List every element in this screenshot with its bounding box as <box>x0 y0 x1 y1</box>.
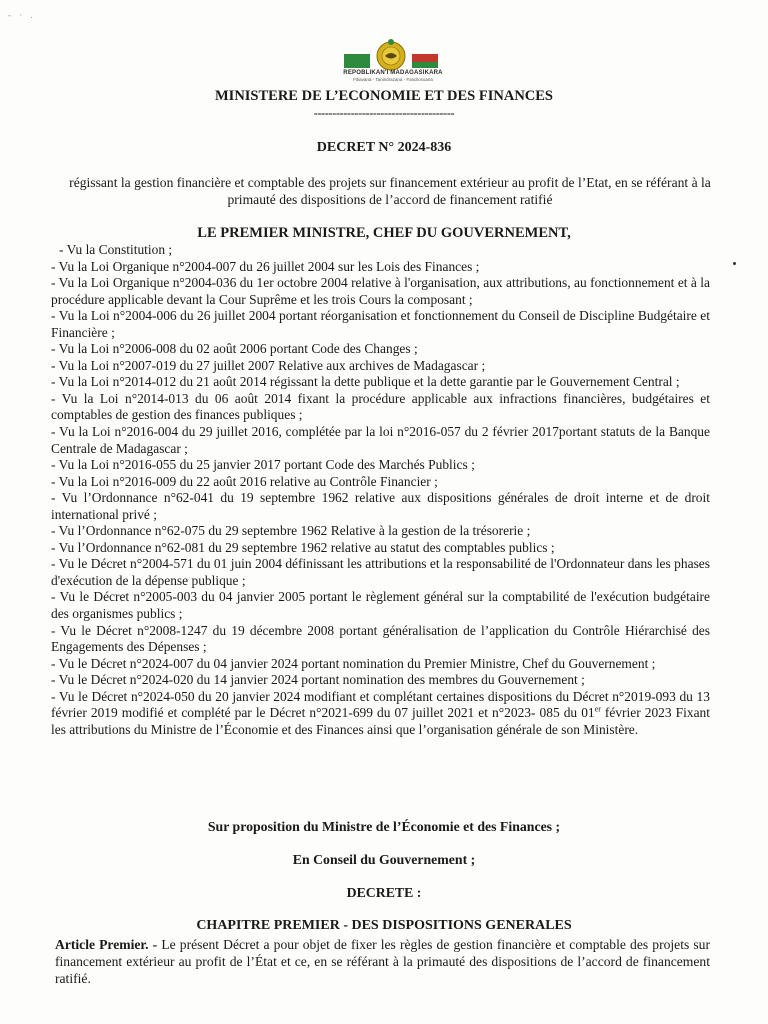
decrete-heading: DECRETE : <box>346 885 422 900</box>
decree-subject: régissant la gestion financière et comptable des projets sur financement extérieur au profit de l’Etat, en se référant à la primauté des dispositions de l’accord de financement ratifié <box>69 175 711 207</box>
visa-item: - Vu la Loi Organique n°2004-036 du 1er octobre 2004 relative à l'organisation, aux attributions, au fonctionnement et à la procédure applicable devant la Cour Suprême et les trois Cours la composant ; <box>51 275 710 307</box>
visa-item: - Vu le Décret n°2004-571 du 01 juin 2004 définissant les attributions et la responsabilité de l'Ordonnateur dans les phases d'exécution de la dépense publique ; <box>51 556 710 588</box>
decree-number: DECRET N° 2024-836 <box>316 140 452 155</box>
visa-item: - Vu la Loi n°2016-009 du 22 août 2016 relative au Contrôle Financier ; <box>51 473 438 489</box>
visa-item: - Vu la Loi Organique n°2004-007 du 26 juillet 2004 sur les Lois des Finances ; <box>51 258 480 274</box>
visa-item: - Vu la Loi n°2016-055 du 25 janvier 2017 portant Code des Marchés Publics ; <box>51 457 475 473</box>
proposition-line: Sur proposition du Ministre de l’Économie et des Finances ; <box>207 819 561 834</box>
visa-item: - Vu l’Ordonnance n°62-081 du 29 septembre 1962 relative au statut des comptables publics ; <box>51 539 555 555</box>
visa-item: - Vu la Loi n°2014-013 du 06 août 2014 fixant la procédure applicable aux infractions financières, budgétaires et comptables de gestion des finances publiques ; <box>51 390 710 423</box>
visa-item: - Vu le Décret n°2005-003 du 04 janvier 2005 portant le règlement général sur la comptabilité de l'exécution budgétaire des organismes publics ; <box>51 589 710 622</box>
visa-last-superscript: er <box>594 704 601 714</box>
visa-item: - Vu l’Ordonnance n°62-075 du 29 septembre 1962 Relative à la gestion de la trésorerie ; <box>51 523 531 539</box>
ministry-title: MINISTERE DE L’ECONOMIE ET DES FINANCES <box>214 88 553 104</box>
visa-item: - Vu le Décret n°2024-007 du 04 janvier 2024 portant nomination du Premier Ministre, Chef du Gouvernement ; <box>51 655 656 671</box>
emblem-motto: Fitiavana - Tanindrazana - Fandrosoana <box>353 77 433 82</box>
scan-speck <box>733 262 736 265</box>
article-text: Le présent Décret a pour objet de fixer les règles de gestion financière et comptable des projets sur financement extérieur au profit de l’État et ce, en se référant à la primauté des dispositions de l’accord de financement ratifié. <box>55 937 711 986</box>
scan-artifact: - · . <box>8 10 36 20</box>
chapter-heading: CHAPITRE PREMIER - DES DISPOSITIONS GENERALES <box>196 918 572 933</box>
visa-list <box>51 242 710 738</box>
visa-item: - Vu la Loi n°2016-004 du 29 juillet 2016, complétée par la loi n°2016-057 du 2 février 2017portant statuts de la Banque Centrale de Madagascar ; <box>51 424 710 456</box>
emblem-caption: REPOBLIKAN'I MADAGASIKARA <box>343 70 443 76</box>
visa-item: - Vu la Loi n°2006-008 du 02 août 2006 portant Code des Changes ; <box>51 341 418 357</box>
visa-last-text: - Vu le Décret n°2024-050 du 20 janvier 2024 modifiant et complétant certaines dispositions du Décret n°2019-093 du 13 février 2019 modifié et complété par le Décret n°2021-699 du 07 juillet 2021 et n°2023- 085 du 01 <box>51 688 710 721</box>
article-label: Article Premier. - <box>55 937 158 952</box>
visa-item: - Vu le Décret n°2024-020 du 14 janvier 2024 portant nomination des membres du Gouvernement ; <box>51 672 585 688</box>
visa-item: - Vu l’Ordonnance n°62-041 du 19 septembre 1962 relative aux dispositions générales de droit interne et de droit international privé ; <box>51 490 710 522</box>
visa-item: - Vu la Constitution ; <box>59 242 173 257</box>
council-line: En Conseil du Gouvernement ; <box>292 852 476 867</box>
prime-minister-heading: LE PREMIER MINISTRE, CHEF DU GOUVERNEMENT, <box>197 225 571 241</box>
visa-last-text-end: février 2023 Fixant les attributions du Ministre de l’Économie et des Finances ainsi que l’organisation générale de son Ministère. <box>51 705 711 737</box>
visa-item: - Vu la Loi n°2014-012 du 21 août 2014 régissant la dette publique et la dette garantie par le Gouvernement Central ; <box>51 374 680 390</box>
header-separator: -------------------------------------- <box>313 106 455 120</box>
visa-item-last <box>51 689 710 739</box>
visa-item: - Vu la Loi n°2004-006 du 26 juillet 2004 portant réorganisation et fonctionnement du Conseil de Discipline Budgétaire et Financière ; <box>51 308 710 340</box>
article-premier <box>55 936 710 987</box>
visa-item: - Vu le Décret n°2008-1247 du 19 décembre 2008 portant généralisation de l’application du Contrôle Hiérarchisé des Engagements des Dépenses ; <box>51 622 710 655</box>
visa-item: - Vu la Loi n°2007-019 du 27 juillet 2007 Relative aux archives de Madagascar ; <box>51 357 486 373</box>
